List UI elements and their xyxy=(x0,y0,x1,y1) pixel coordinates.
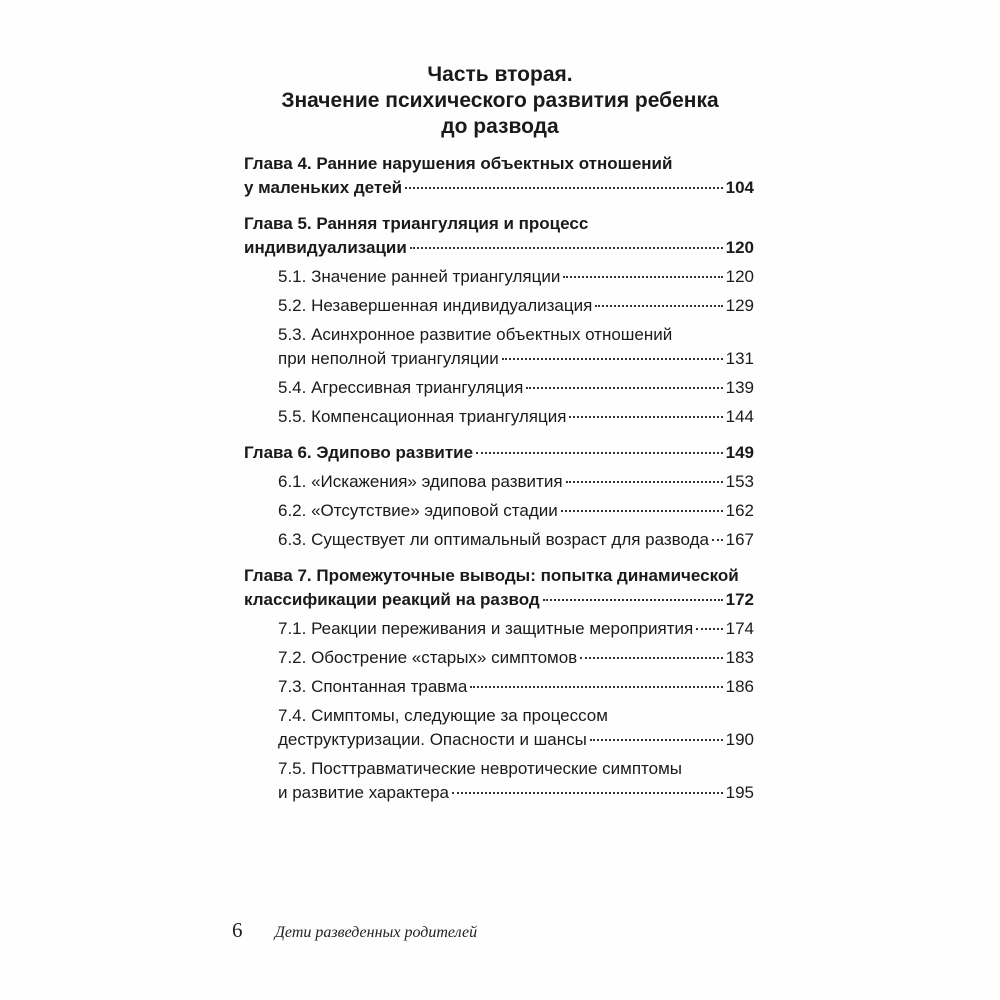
toc-page-number: 186 xyxy=(725,677,754,696)
part-title xyxy=(240,62,760,140)
toc-section-5-2 xyxy=(244,294,754,318)
dot-leader xyxy=(580,657,722,659)
toc-entry-text: 5.3. Асинхронное развитие объектных отношений xyxy=(278,325,673,344)
toc-page-number: 129 xyxy=(725,296,754,315)
toc-section-5-5 xyxy=(244,405,754,429)
toc-entry-text: 7.3. Спонтанная травма xyxy=(278,677,468,696)
dot-leader xyxy=(563,276,722,278)
dot-leader xyxy=(452,792,723,794)
toc-page-number: 183 xyxy=(725,648,754,667)
dot-leader xyxy=(590,739,723,741)
toc-entry-text: 5.1. Значение ранней триангуляции xyxy=(278,267,561,286)
toc-section-7-5 xyxy=(244,757,754,805)
toc-entry-text: 6.3. Существует ли оптимальный возраст для развода xyxy=(278,530,709,549)
toc-page-number: 153 xyxy=(725,472,754,491)
dot-leader xyxy=(405,187,723,189)
toc-page-number: 139 xyxy=(725,378,754,397)
part-title-line2: Значение психического развития ребенка xyxy=(281,89,719,112)
toc-entry-text: 7.4. Симптомы, следующие за процессом xyxy=(278,706,608,725)
toc-section-6-3 xyxy=(244,528,754,552)
toc-entry-text: классификации реакций на развод xyxy=(244,590,540,609)
dot-leader xyxy=(526,387,722,389)
toc-section-5-4 xyxy=(244,376,754,400)
toc-entry-text: 5.5. Компенсационная триангуляция xyxy=(278,407,567,426)
toc-page-number: 104 xyxy=(725,178,754,197)
dot-leader xyxy=(470,686,722,688)
part-title-line3: до развода xyxy=(441,115,559,138)
toc-page-number: 167 xyxy=(725,530,754,549)
dot-leader xyxy=(566,481,723,483)
dot-leader xyxy=(543,599,723,601)
toc-section-7-4 xyxy=(244,704,754,752)
toc-page-number: 190 xyxy=(725,730,754,749)
toc-entry-text: 7.1. Реакции переживания и защитные мероприятия xyxy=(278,619,694,638)
toc-entry-text: Глава 4. Ранние нарушения объектных отношений xyxy=(244,154,673,173)
toc-entry-text: Глава 7. Промежуточные выводы: попытка динамической xyxy=(244,566,739,585)
toc-entry-text: 6.1. «Искажения» эдипова развития xyxy=(278,472,563,491)
toc-entry-text: индивидуализации xyxy=(244,238,407,257)
dot-leader xyxy=(569,416,722,418)
table-of-contents xyxy=(244,152,754,805)
toc-chapter-4 xyxy=(244,152,754,200)
toc-section-5-1 xyxy=(244,265,754,289)
toc-entry-text: 6.2. «Отсутствие» эдиповой стадии xyxy=(278,501,558,520)
toc-section-6-2 xyxy=(244,499,754,523)
toc-page-number: 131 xyxy=(725,349,754,368)
toc-entry-text: при неполной триангуляции xyxy=(278,349,499,368)
toc-entry-text: 7.2. Обострение «старых» симптомов xyxy=(278,648,578,667)
toc-section-7-3 xyxy=(244,675,754,699)
toc-page-number: 144 xyxy=(725,407,754,426)
toc-entry-text: 5.2. Незавершенная индивидуализация xyxy=(278,296,593,315)
page-footer xyxy=(232,918,477,943)
toc-page-number: 172 xyxy=(725,590,754,609)
toc-chapter-7 xyxy=(244,564,754,612)
toc-entry-text: 7.5. Посттравматические невротические симптомы xyxy=(278,759,683,778)
dot-leader xyxy=(712,539,723,541)
toc-page-number: 120 xyxy=(725,267,754,286)
toc-chapter-5 xyxy=(244,212,754,260)
toc-section-5-3 xyxy=(244,323,754,371)
toc-page-number: 120 xyxy=(725,238,754,257)
toc-entry-text: 5.4. Агрессивная триангуляция xyxy=(278,378,524,397)
toc-entry-text: деструктуризации. Опасности и шансы xyxy=(278,730,587,749)
toc-page-number: 162 xyxy=(725,501,754,520)
toc-chapter-6 xyxy=(244,441,754,465)
dot-leader xyxy=(595,305,722,307)
toc-entry-text: у маленьких детей xyxy=(244,178,403,197)
toc-section-7-1 xyxy=(244,617,754,641)
running-title: Дети разведенных родителей xyxy=(274,924,478,941)
dot-leader xyxy=(410,247,723,249)
part-title-line1: Часть вторая. xyxy=(427,63,573,86)
dot-leader xyxy=(502,358,723,360)
toc-page-number: 174 xyxy=(725,619,754,638)
toc-page-number: 195 xyxy=(725,783,754,802)
toc-section-6-1 xyxy=(244,470,754,494)
page-number: 6 xyxy=(232,918,243,942)
dot-leader xyxy=(476,452,723,454)
toc-entry-text: и развитие характера xyxy=(278,783,449,802)
toc-section-7-2 xyxy=(244,646,754,670)
toc-entry-text: Глава 5. Ранняя триангуляция и процесс xyxy=(244,214,589,233)
toc-page-number: 149 xyxy=(725,443,754,462)
dot-leader xyxy=(561,510,723,512)
toc-entry-text: Глава 6. Эдипово развитие xyxy=(244,443,474,462)
dot-leader xyxy=(696,628,722,630)
